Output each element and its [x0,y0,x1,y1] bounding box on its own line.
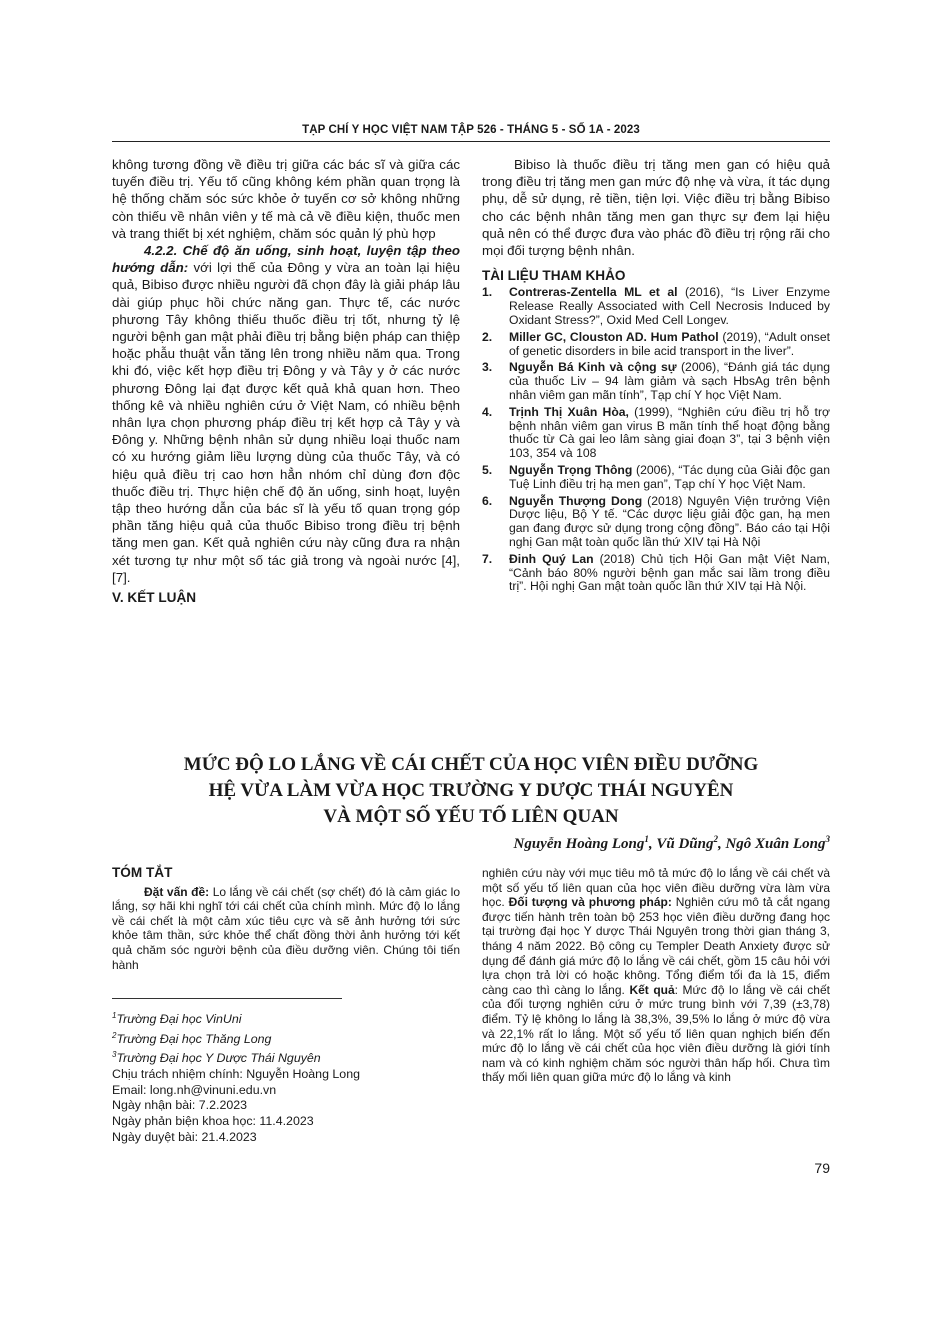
affiliation-marker: 2 [112,1030,117,1040]
reference-number: 6. [482,493,493,508]
title-line: HỆ VỪA LÀM VỪA HỌC TRƯỜNG Y DƯỢC THÁI NGUYÊN [208,780,734,801]
affiliation [112,1028,460,1048]
abstract-text: Nghiên cứu mô tả cắt ngang được tiến hành trên toàn bộ 253 học viên điều dưỡng đang học tại trường đại học Y dược Thái Nguyên trong thời gian tháng 3, tháng 4 năm 2022. Bộ công cụ Templer Death Anxiety được sử dụng để đánh giá mức độ lo lắng về cái chết, gồm 15 câu hỏi với lựa chọn trả lời có hoặc không. Tổng điểm tối đa là 15, điểm càng cao thì càng lo lắng. [482,895,831,997]
abstract-right [482,866,830,1085]
reference-item [482,464,830,492]
reference-authors: Contreras-Zentella ML et al [509,285,678,300]
reference-item [482,553,830,594]
abstract-label: Đối tượng và phương pháp: [508,895,672,910]
abstract-heading: TÓM TẮT [112,865,173,880]
title-line: VÀ MỘT SỐ YẾU TỐ LIÊN QUAN [323,806,619,827]
affiliation [112,1008,460,1028]
reference-text: (2018) Chủ tịch Hội Gan mật Việt Nam, “Cảnh báo 80% người bệnh gan mắc sai lầm trong điều trị”. Hội nghị Gan mật toàn quốc lần thứ XIV tại Hà Nội. [509,551,831,594]
reference-item [482,286,830,327]
author-affiliation-marker: 2 [713,834,718,844]
paragraph-text: với lợi thế của Đông y vừa an toàn lại hiệu quả, Bibiso được nhiều người đã chọn đây là giải pháp lâu dài giúp phục hồi chức năng gan. Thực tế, các nước phương Tây không thiếu thuốc điều trị tốt, nhưng tỷ lệ người bệnh gan mật phải điều trị bằng biện pháp can thiệp hoặc phẫu thuật vẫn tăng lên trong nhiều năm qua. Trong khi đó, việc kết hợp điều trị Đông y và Tây y ở các nước phương Đông lại đạt được kết quả khả quan hơn. Theo thống kê và nhiều nghiên cứu ở Việt Nam, có nhiều bệnh nhân lựa chọn phương pháp điều trị kết hợp cả Tây y và Đông y. Những bệnh nhân sử dụng nhiều loại thuốc nam có xu hướng giảm liều lượng dùng của thuốc Tây, và có hiệu quả điều trị cao hơn hẳn nhóm chỉ dùng đơn độc thuốc điều trị. Thực hiện chế độ ăn uống, sinh hoạt, luyện tập theo hướng dẫn của bác sĩ là yếu tố quan trọng góp phần tăng hiệu quả của thuốc Bibiso trong điều trị bệnh tăng men gan. Kết quả nghiên cứu này cũng đưa ra nhận xét tương tự như một số tác giả trong và ngoài nước [4], [7]. [112,260,460,585]
reference-text: (1999), “Nghiên cứu điều trị hỗ trợ bệnh nhân viêm gan virus B mãn tính thể hoạt động bằng thuốc từ Cà gai leo lâm sàng giai đoạn 3”, tại 3 bệnh viện 103, 354 và 108 [509,404,830,461]
affiliation-text: Trường Đại học Y Dược Thái Nguyên [116,1051,321,1066]
running-header: TẠP CHÍ Y HỌC VIỆT NAM TẬP 526 - THÁNG 5 - SỐ 1A - 2023 [302,124,640,136]
right-column [482,156,830,597]
body-paragraph: Bibiso là thuốc điều trị tăng men gan có hiệu quả trong điều trị tăng men gan mức độ nhẹ và vừa, ít tác dụng phụ, dễ sử dụng, rẻ tiền, tiện lợi. Việc điều trị bằng Bibiso cho các bệnh nhân tăng men gan thực sự đem lại hiệu quả nên có thể được đưa vào phác đồ điều trị rộng rãi cho mọi đối tượng bệnh nhân. [482,157,830,259]
reference-text: (2018) Nguyên Viện trưởng Viện Dược liệu, Bộ Y tế. “Các dược liệu giải độc gan, hạ men gan đang được sử dụng trong cộng đồng”. Báo cáo tại Hội nghị Gan mật toàn quốc lần thứ XIV tại Hà Nội [509,493,830,549]
affiliation-marker: 1 [112,1011,117,1020]
subsection-heading: 4.2.2. Chế độ ăn uống, sinh hoạt, luyện tập theo hướng dẫn: [112,243,460,276]
reference-authors: Miller GC, Clouston AD. Hum Pathol [509,329,719,344]
reference-text: (2016), “Is Liver Enzyme Release Really Associated with Cell Necrosis Induced by Oxidant Stress?”, Oxid Med Cell Longev. [509,285,831,328]
abstract-paragraph [482,866,830,1085]
body-paragraph [112,242,460,586]
author-name: Vũ Dũng [656,836,714,852]
footnotes [112,1008,460,1145]
left-column [112,156,460,606]
abstract-label: Kết quả [629,982,675,997]
abstract-text: Lo lắng về cái chết (sợ chết) đó là cảm giác lo lắng, sợ hãi khi nghĩ tới cái chết của chính mình. Mức độ lo lắng về cái chết là một cảm xúc tiêu cực và sẽ ảnh hưởng tới sức khỏe tâm thần, sức khỏe thể chất đồng thời ảnh hưởng tới kết quả chăm sóc người bệnh của điều dưỡng viên. Chúng tôi tiến hành [112,884,460,972]
affiliation-text: Trường Đại học Thăng Long [116,1031,272,1046]
received-date: Ngày nhận bài: 7.2.2023 [112,1098,248,1113]
reference-text: (2019), “Adult onset of genetic disorders in bile acid transport in the liver”. [509,329,830,358]
reference-item [482,406,830,461]
author-affiliation-marker: 1 [644,834,649,844]
author-name: Ngô Xuân Long [725,836,826,852]
abstract-text: nghiên cứu này với mục tiêu mô tả mức độ lo lắng về cái chết và một số yếu tố liên quan của học viên điều dưỡng vừa làm vừa học. [482,866,830,910]
reference-authors: Nguyễn Thượng Dong [509,493,643,508]
email: Email: long.nh@vinuni.edu.vn [112,1082,277,1097]
abstract-label: Đặt vấn đề: [144,884,210,899]
affiliation-text: Trường Đại học VinUni [116,1012,242,1027]
reference-authors: Trịnh Thị Xuân Hòa, [509,404,629,419]
section-heading: V. KẾT LUẬN [112,590,197,606]
reference-number: 2. [482,329,493,344]
reference-authors: Nguyễn Bá Kinh và cộng sự [509,360,677,375]
corresponding-author: Chịu trách nhiệm chính: Nguyễn Hoàng Long [112,1067,360,1082]
abstract-paragraph [112,885,460,973]
reference-item [482,331,830,359]
affiliation [112,1047,460,1067]
accepted-date: Ngày duyệt bài: 21.4.2023 [112,1129,257,1144]
reference-number: 7. [482,551,493,566]
author-name: Nguyễn Hoàng Long [513,836,645,852]
reference-number: 4. [482,404,493,419]
footnote-rule [112,998,342,999]
reference-text: (2006), “Đánh giá tác dụng của thuốc Liv – 94 làm giảm và sạch HbsAg trên bệnh nhân viêm gan mãn tính”, Tạp chí Y học Việt Nam. [509,360,830,402]
abstract-text: : Mức độ lo lắng về cái chết của đối tượng nghiên cứu ở mức trung bình với 7,39 (±3,78) điểm. Tỷ lệ không lo lắng là 38,3%, 39,5% lo lắng ở mức độ vừa và 22,1% rất lo lắng. Một số yếu tố liên quan nghịch biến đến mức độ lo lắng về cái chết của học viên điều dưỡng là giới tính nam và có kinh nghiệm chăm sóc người thân hấp hối. Chưa tìm thấy mối liên quan giữa mức độ lo lắng và kinh [482,982,830,1085]
reference-item [482,495,830,550]
reference-authors: Đinh Quý Lan [509,551,594,566]
reference-text: (2006), “Tác dụng của Giải độc gan Tuệ Linh điều trị hạ men gan”, Tạp chí Y học Việt Nam. [509,462,830,491]
page-number: 79 [814,1160,830,1176]
author-affiliation-marker: 3 [825,834,830,844]
header-rule [112,141,830,142]
references-list [482,286,830,594]
article-title [112,752,830,830]
affiliation-marker: 3 [112,1050,117,1060]
references-heading: TÀI LIỆU THAM KHẢO [482,268,626,284]
author-list: Nguyễn Hoàng Long$^1$, Vũ Dũng$^2$, Ngô Xuân Long$^3$ [513,834,830,852]
title-line: MỨC ĐỘ LO LẮNG VỀ CÁI CHẾT CỦA HỌC VIÊN ĐIỀU DƯỠNG [183,754,759,775]
reference-item [482,361,830,402]
reference-number: 5. [482,462,493,477]
body-paragraph: không tương đồng về điều trị giữa các bác sĩ và giữa các tuyến điều trị. Yếu tố cũng không kém phần quan trọng là hệ thống chăm sóc sức khỏe ở tuyến cơ sở không những còn thiếu về nhân viên y tế mà cả về điều kiện, thuốc men và trang thiết bị xét nghiệm, chăm sóc quản lý phù hợp [112,157,460,241]
reference-number: 1. [482,285,493,300]
abstract-left [112,866,460,972]
reference-authors: Nguyễn Trọng Thông [509,462,633,477]
review-date: Ngày phản biện khoa học: 11.4.2023 [112,1113,314,1128]
reference-number: 3. [482,360,493,375]
